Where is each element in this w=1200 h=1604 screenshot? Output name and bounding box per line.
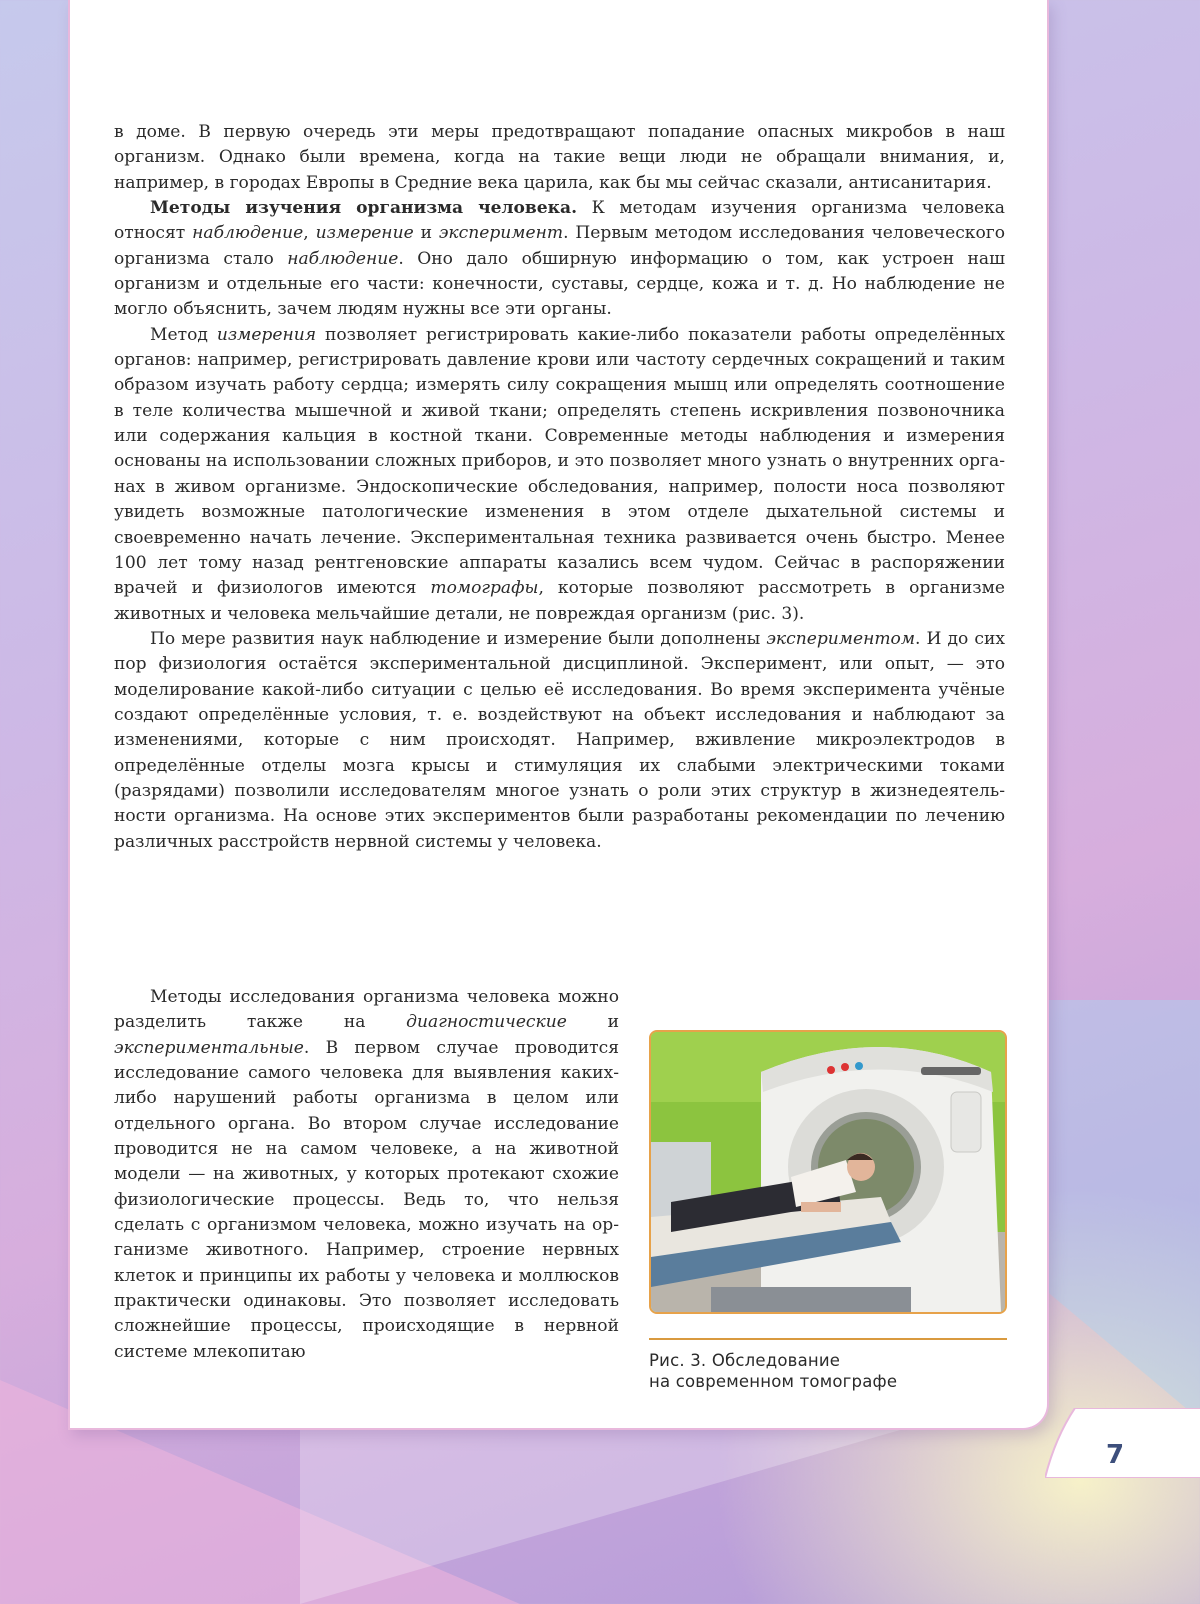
section-heading: Методы изучения организма человека.: [150, 198, 578, 219]
caption-rule: [649, 1338, 1007, 1340]
caption-line: на современном томографе: [649, 1372, 898, 1391]
page-number: 7: [1105, 1440, 1125, 1470]
term: эксперимент: [438, 223, 564, 244]
paragraph: [114, 323, 1005, 627]
main-text: [114, 120, 1005, 855]
figure: [649, 1030, 1007, 1392]
text-run: . Первым методом исследования человеческого организма стало: [114, 223, 1006, 269]
term: диагностические: [406, 1012, 567, 1033]
paragraph: [114, 627, 1005, 855]
caption-line: Рис. 3. Обследование: [649, 1351, 841, 1370]
term: измерения: [216, 324, 317, 345]
tomograph-photo: [649, 1030, 1007, 1314]
text-run: . Оно дало обширную информацию о том, как устроен наш организм и отдельные его части: конечности, суставы, сердце, кожа и т. д. Но наблюдение не могло объяснить, зачем людям нужны все эти органы.: [114, 248, 1005, 320]
text-run: . В первом случае проводится исследование самого человека для выявления каких-либо нарушений работы организма в целом или отдельного органа. Во втором случае исследование проводится не на самом человеке, а на животной модели — на животных, у которых протекают схожие физиологические процессы. Ведь то, что нельзя сделать с организмом человека, можно изучать на организме животного. Например, строение нервных клеток и принципы их работы у человека и моллюсков практически одинаковы. Это позволяет исследовать сложнейшие процессы, происходящие в нервной системе млекопитаю: [114, 1037, 619, 1362]
text-run: и: [566, 1012, 620, 1033]
text-run: . И до сих пор физиология остаётся экспериментальной дисциплиной. Эксперимент, или опыт, — это моделирование какой-либо ситуации с целью её исследования. Во время эксперимента учёные создают определённые условия, т. е. воздействуют на объект исследования и наблюдают за изменениями, которые с ним происходят. Например, вживление микроэлектродов в определённые отделы мозга крысы и стимуляция их слабыми электрическими токами (разрядами) позволили исследователям многое узнать о роли этих структур в жизнедеятельности организма. На основе этих экспериментов были разработаны рекомендации по лечению различных расстройств нервной системы у человека.: [114, 628, 1005, 852]
text-run: и: [413, 223, 439, 244]
text-run: По мере развития наук наблюдение и измерение были дополнены: [150, 628, 767, 649]
term: томографы: [430, 578, 539, 599]
term: наблюдение: [192, 223, 304, 244]
text-run: Метод: [150, 324, 217, 345]
term: наблюдение: [287, 248, 399, 269]
text-run: , которые позволяют рассмотреть в организме животных и человека мельчайшие детали, не повреждая организм (рис. 3).: [114, 578, 1005, 624]
term: экспериментальные: [114, 1037, 304, 1058]
term: измерение: [315, 223, 414, 244]
paragraph: [114, 196, 1005, 323]
text-run: позволяет регистрировать какие-либо показатели работы определённых органов: например, регистрировать давление крови или частоту сердечных сокращений и таким образом изучать работу сердца; измерять силу сокращения мышц или определять соотношение в теле количества мышечной и живой ткани; определять степень искривления позвоночника или содержания кальция в костной ткани. Современные методы наблюдения и измерения основаны на использовании сложных приборов, и это позволяет много узнать о внутренних органах в живом организме. Эндоскопические обследования, например, полости носа позволяют увидеть возможные патологические изменения в этом отделе дыхательной системы и своевременно начать лечение. Экспериментальная техника развивается очень быстро. Менее 100 лет тому назад рентгеновские аппараты казались всем чудом. Сейчас в распоряжении врачей и физиологов имеются: [114, 324, 1005, 599]
paragraph: [114, 985, 619, 1365]
wrapped-text: [114, 985, 619, 1365]
background-shape: [300, 1430, 900, 1604]
page-card: [68, 0, 1049, 1430]
text-run: К методам изучения организма человека относят: [114, 198, 1005, 244]
term: экспериментом: [766, 628, 916, 649]
paragraph: в доме. В первую очередь эти меры предотвращают попадание опасных микробов в наш организм. Однако были времена, когда на такие вещи люди не обращали внимания, и, например, в городах Европы в Средние века царила, как бы мы сейчас сказали, антисанитария.: [114, 122, 1005, 193]
text-run: ,: [303, 223, 316, 244]
text-run: Методы исследования организма человека можно разделить также на: [114, 987, 619, 1033]
figure-caption: [649, 1350, 1007, 1392]
